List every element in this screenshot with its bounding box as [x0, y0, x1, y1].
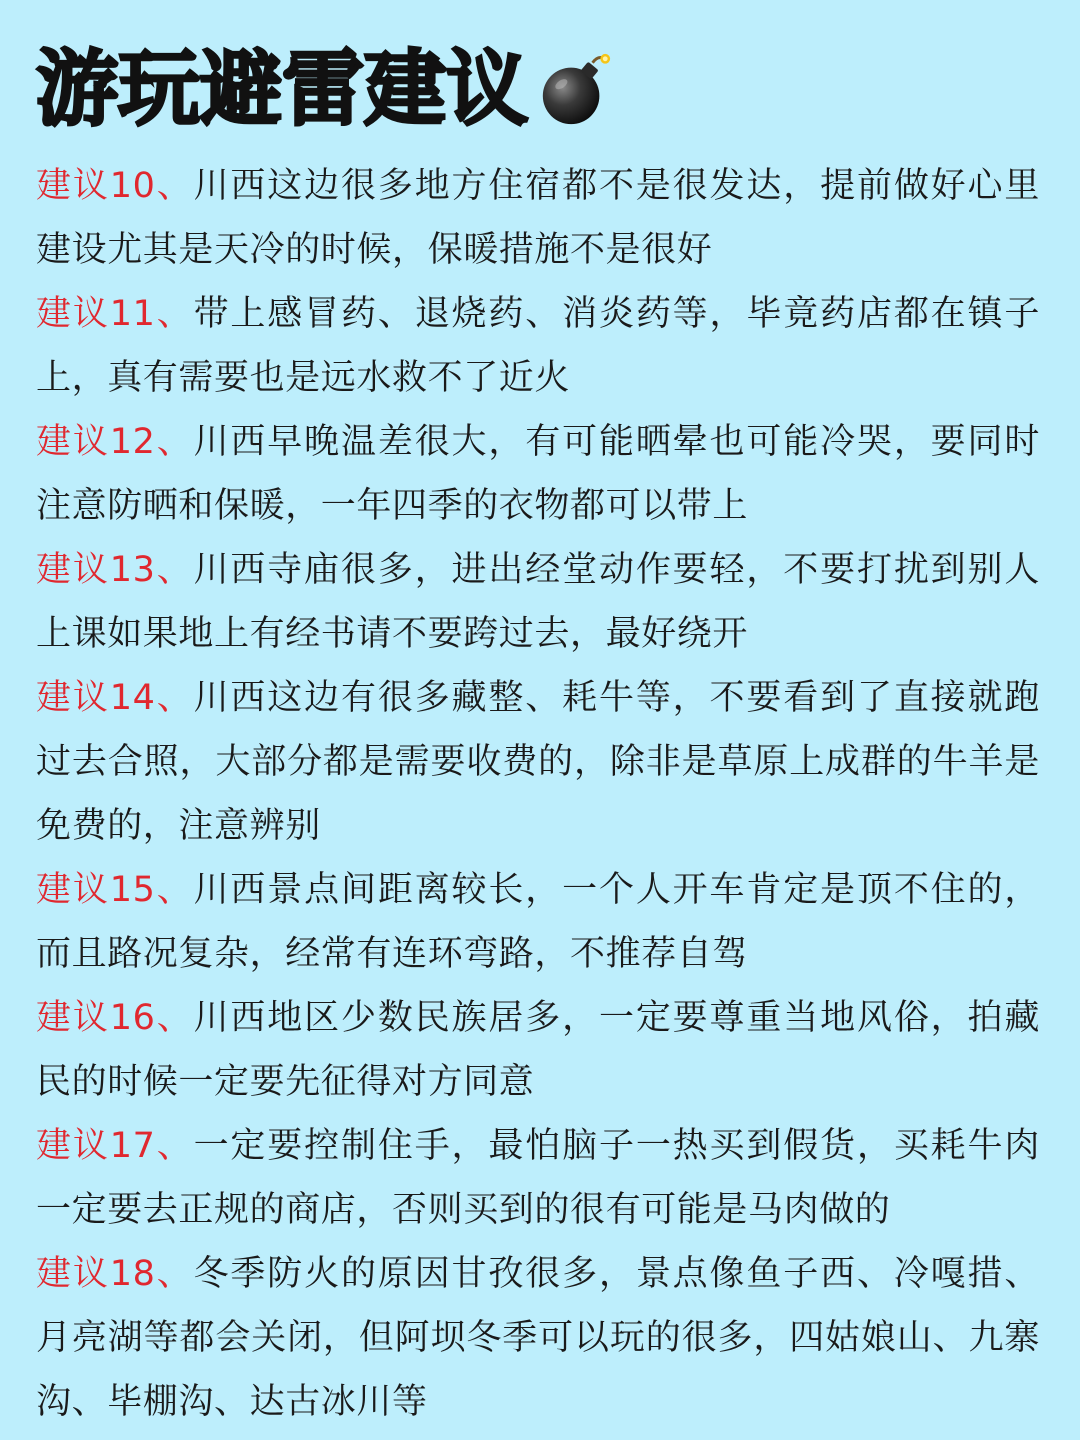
- page-title: 游玩避雷建议: [36, 42, 529, 137]
- tip-text: 川西寺庙很多，进出经堂动作要轻，不要打扰到别人上课如果地上有经书请不要跨过去，最好绕开: [36, 550, 1040, 654]
- tip-item: [36, 986, 1040, 1114]
- tip-text: 川西早晚温差很大，有可能晒晕也可能冷哭，要同时注意防晒和保暖，一年四季的衣物都可以带上: [36, 422, 1040, 526]
- tip-text: 带上感冒药、退烧药、消炎药等，毕竟药店都在镇子上，真有需要也是远水救不了近火: [36, 294, 1040, 398]
- tip-item: [36, 666, 1040, 858]
- tip-text: 川西这边有很多藏整、耗牛等，不要看到了直接就跑过去合照，大部分都是需要收费的，除非是草原上成群的牛羊是免费的，注意辨别: [36, 678, 1040, 846]
- tip-label: 建议13、: [36, 550, 194, 590]
- tips-list: [36, 154, 1040, 1434]
- tip-item: [36, 1242, 1040, 1434]
- tip-item: [36, 1114, 1040, 1242]
- tip-text: 川西地区少数民族居多，一定要尊重当地风俗，拍藏民的时候一定要先征得对方同意: [36, 998, 1040, 1102]
- tip-label: 建议10、: [36, 166, 194, 206]
- tip-text: 一定要控制住手，最怕脑子一热买到假货，买耗牛肉一定要去正规的商店，否则买到的很有可能是马肉做的: [36, 1126, 1040, 1230]
- tip-text: 冬季防火的原因甘孜很多，景点像鱼子西、冷嘎措、月亮湖等都会关闭，但阿坝冬季可以玩的很多，四姑娘山、九寨沟、毕棚沟、达古冰川等: [36, 1254, 1040, 1422]
- tip-text: 川西景点间距离较长，一个人开车肯定是顶不住的，而且路况复杂，经常有连环弯路，不推荐自驾: [36, 870, 1040, 974]
- tip-item: [36, 538, 1040, 666]
- tip-text: 川西这边很多地方住宿都不是很发达，提前做好心里建设尤其是天冷的时候，保暖措施不是很好: [36, 166, 1040, 270]
- tip-label: 建议11、: [36, 294, 194, 334]
- tip-label: 建议18、: [36, 1254, 194, 1294]
- tip-item: [36, 282, 1040, 410]
- title-row: [36, 30, 1040, 150]
- tip-label: 建议12、: [36, 422, 194, 462]
- bomb-icon: [536, 51, 614, 129]
- tip-item: [36, 410, 1040, 538]
- tip-item: [36, 858, 1040, 986]
- tip-label: 建议16、: [36, 998, 194, 1038]
- tip-item: [36, 154, 1040, 282]
- tip-label: 建议15、: [36, 870, 194, 910]
- tip-label: 建议17、: [36, 1126, 194, 1166]
- tip-label: 建议14、: [36, 678, 194, 718]
